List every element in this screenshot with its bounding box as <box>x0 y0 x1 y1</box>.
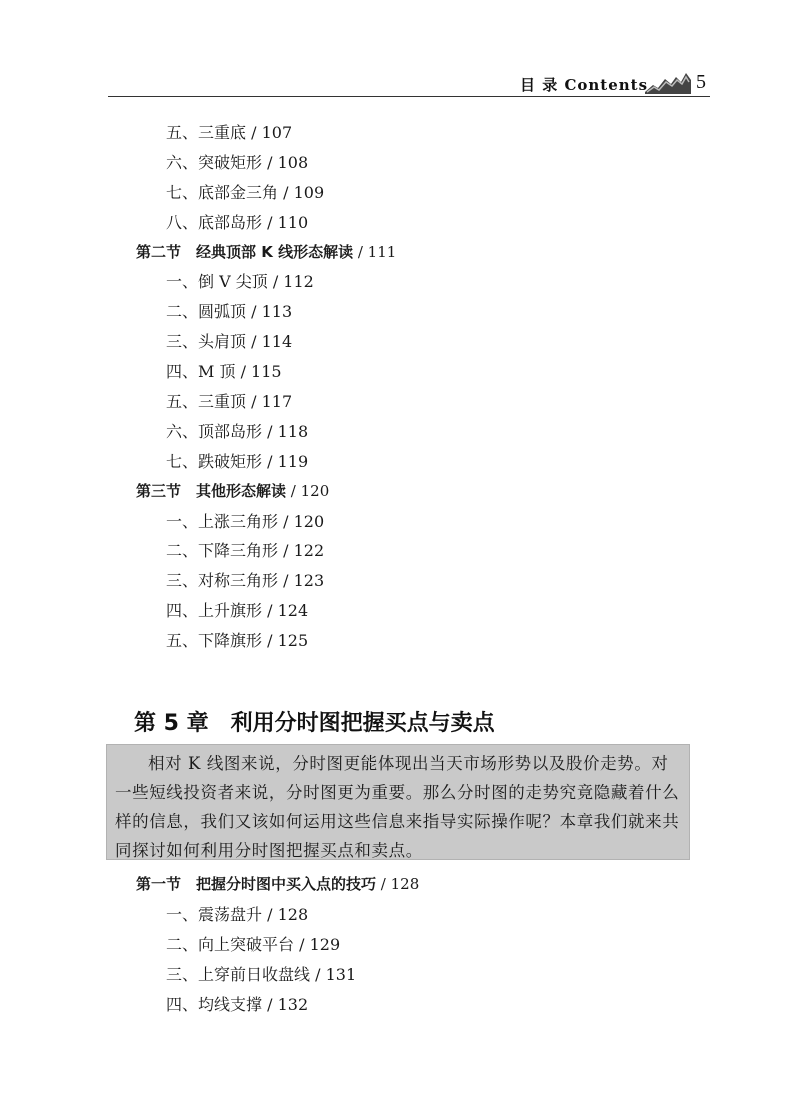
toc-separator: / <box>235 362 252 382</box>
toc-page-number: 119 <box>277 451 309 471</box>
header-title: 目 录 Contents <box>520 76 649 94</box>
toc-item <box>0 297 790 327</box>
toc-page-number: 108 <box>277 152 309 172</box>
toc-item <box>0 930 790 960</box>
page-number: 5 <box>696 71 706 93</box>
toc-entry-title: 第三节 其他形态解读 <box>136 481 287 500</box>
toc-entry-title: 二、圆弧顶 <box>166 302 247 322</box>
toc-entry-title: 四、上升旗形 <box>166 601 263 621</box>
toc-page-number: 114 <box>261 332 293 352</box>
toc-page-number: 122 <box>293 541 325 561</box>
mountain-logo-icon <box>645 70 691 94</box>
toc-separator: / <box>262 631 278 651</box>
toc-separator: / <box>262 451 278 471</box>
toc-page-number: 124 <box>277 601 309 621</box>
toc-item <box>0 990 790 1020</box>
toc-entry-title: 四、M 顶 <box>166 362 236 382</box>
toc-separator: / <box>246 332 262 352</box>
toc-separator: / <box>246 123 262 142</box>
toc-separator: / <box>246 302 262 322</box>
toc-item <box>0 327 790 357</box>
toc-separator: / <box>278 541 294 561</box>
toc-section <box>0 870 790 900</box>
toc-section <box>0 238 790 268</box>
toc-item <box>0 596 790 626</box>
toc-page-number: 123 <box>293 571 325 591</box>
toc-entry-title: 五、下降旗形 <box>166 631 263 651</box>
toc-page-number: 129 <box>309 934 341 954</box>
toc-entry-title: 七、跌破矩形 <box>166 451 263 471</box>
toc-item <box>0 536 790 566</box>
toc-item <box>0 626 790 656</box>
toc-separator: / <box>376 875 391 893</box>
toc-list-bottom <box>0 870 790 1019</box>
toc-item <box>0 387 790 417</box>
toc-page-number: 115 <box>251 362 282 382</box>
toc-entry-title: 七、底部金三角 <box>166 182 279 202</box>
toc-entry-title: 三、上穿前日收盘线 <box>166 964 311 984</box>
toc-item <box>0 118 790 148</box>
toc-entry-title: 四、均线支撑 <box>166 994 263 1014</box>
toc-separator: / <box>286 481 301 500</box>
toc-item <box>0 267 790 297</box>
toc-page-number: 120 <box>300 481 330 500</box>
toc-entry-title: 五、三重底 <box>166 123 247 142</box>
toc-page-number: 132 <box>277 994 309 1014</box>
toc-entry-title: 二、下降三角形 <box>166 541 279 561</box>
toc-separator: / <box>310 964 326 984</box>
toc-page-number: 109 <box>293 182 325 202</box>
toc-item <box>0 507 790 537</box>
toc-entry-title: 一、倒 V 尖顶 <box>166 272 268 292</box>
toc-page-number: 131 <box>325 964 357 984</box>
toc-separator: / <box>262 421 278 441</box>
toc-entry-title: 六、顶部岛形 <box>166 421 263 441</box>
toc-separator: / <box>262 601 278 621</box>
toc-separator: / <box>246 392 262 412</box>
toc-entry-title: 五、三重顶 <box>166 392 247 412</box>
toc-page-number: 128 <box>277 904 309 924</box>
toc-entry-title: 一、震荡盘升 <box>166 904 263 924</box>
toc-item <box>0 178 790 208</box>
toc-separator: / <box>262 212 278 232</box>
toc-entry-title: 一、上涨三角形 <box>166 511 279 531</box>
toc-page-number: 113 <box>261 302 293 322</box>
toc-entry-title: 六、突破矩形 <box>166 152 263 172</box>
toc-item <box>0 357 790 387</box>
toc-page-number: 112 <box>283 272 314 292</box>
toc-item <box>0 447 790 477</box>
toc-section <box>0 477 790 507</box>
toc-item <box>0 208 790 238</box>
toc-page-number: 107 <box>261 123 293 142</box>
toc-separator: / <box>267 272 284 292</box>
chapter-intro-text: 相对 K 线图来说，分时图更能体现出当天市场形势以及股价走势。对一些短线投资者来说，分时图更为重要。那么分时图的走势究竟隐藏着什么样的信息，我们又该如何运用这些信息来指导实际操作呢？本章我们就来共同探讨如何利用分时图把握买点和卖点。 <box>115 754 680 860</box>
toc-entry-title: 八、底部岛形 <box>166 212 263 232</box>
toc-separator: / <box>278 182 294 202</box>
toc-page-number: 111 <box>367 242 397 261</box>
chapter-intro-box <box>106 744 690 860</box>
toc-separator: / <box>278 571 294 591</box>
toc-page-number: 120 <box>293 511 325 531</box>
chapter-title: 第 5 章 利用分时图把握买点与卖点 <box>134 711 495 736</box>
toc-separator: / <box>262 152 278 172</box>
header-divider <box>108 96 710 97</box>
toc-separator: / <box>353 242 368 261</box>
toc-separator: / <box>262 904 278 924</box>
toc-item <box>0 148 790 178</box>
toc-page-number: 128 <box>390 875 420 893</box>
toc-separator: / <box>262 994 278 1014</box>
toc-item <box>0 960 790 990</box>
toc-entry-title: 三、头肩顶 <box>166 332 247 352</box>
page-header <box>0 0 790 96</box>
toc-separator: / <box>294 934 310 954</box>
toc-list-top <box>0 118 790 656</box>
toc-entry-title: 第一节 把握分时图中买入点的技巧 <box>136 875 377 893</box>
toc-page-number: 125 <box>277 631 309 651</box>
toc-page-number: 110 <box>277 212 309 232</box>
toc-entry-title: 第二节 经典顶部 K 线形态解读 <box>136 242 354 261</box>
toc-entry-title: 二、向上突破平台 <box>166 934 295 954</box>
toc-separator: / <box>278 511 294 531</box>
toc-item <box>0 417 790 447</box>
toc-entry-title: 三、对称三角形 <box>166 571 279 591</box>
toc-page-number: 118 <box>277 421 309 441</box>
toc-item <box>0 900 790 930</box>
toc-item <box>0 566 790 596</box>
toc-page-number: 117 <box>261 392 293 412</box>
